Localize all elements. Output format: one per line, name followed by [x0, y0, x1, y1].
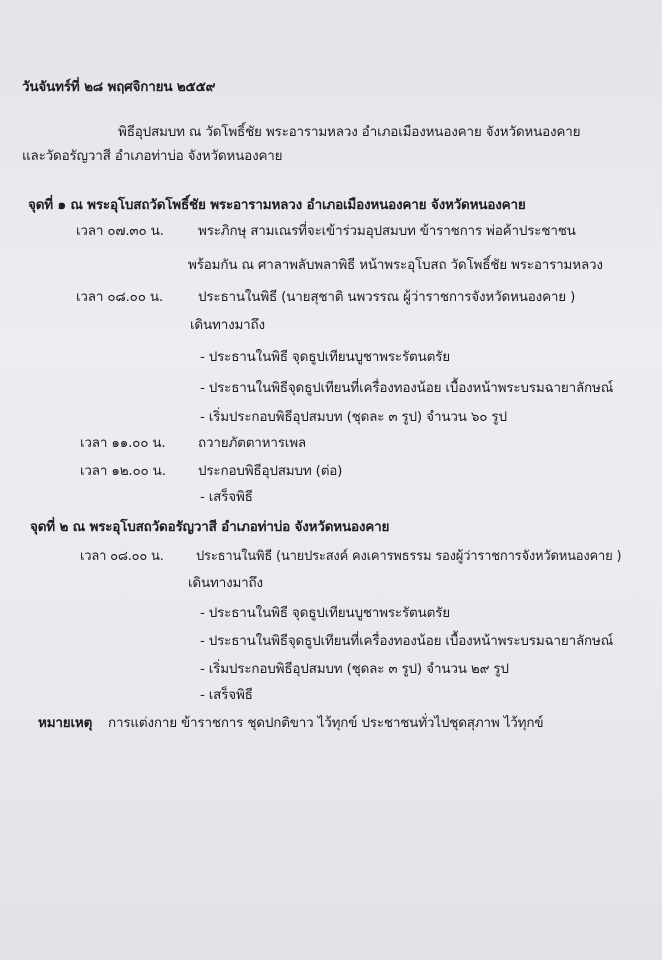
point1-text-1-cont: พร้อมกัน ณ ศาลาพลับพลาพิธี หน้าพระอุโบสถ วัดโพธิ์ชัย พระอารามหลวง — [188, 257, 603, 273]
point1-bullet-2: - ประธานในพิธีจุดธูปเทียนที่เครื่องทองน้อย เบื้องหน้าพระบรมฉายาลักษณ์ — [200, 380, 614, 396]
point2-time-1: เวลา ๐๘.๐๐ น. — [80, 549, 164, 564]
note-label: หมายเหตุ — [38, 715, 93, 731]
point1-heading: จุดที่ ๑ ณ พระอุโบสถวัดโพธิ์ชัย พระอารามหลวง อำเภอเมืองหนองคาย จังหวัดหนองคาย — [28, 197, 526, 213]
point1-bullet-1: - ประธานในพิธี จุดธูปเทียนบูชาพระรัตนตรัย — [200, 349, 450, 365]
point1-text-1: พระภิกษุ สามเณรที่จะเข้าร่วมอุปสมบท ข้าราชการ พ่อค้าประชาชน — [198, 223, 576, 239]
point1-bullet-4: - เสร็จพิธี — [200, 489, 253, 505]
date-heading: วันจันทร์ที่ ๒๘ พฤศจิกายน ๒๕๕๙ — [22, 79, 216, 95]
point1-time-2: เวลา ๐๘.๐๐ น. — [76, 289, 163, 305]
point1-text-3: ถวายภัตตาหารเพล — [198, 435, 306, 451]
point1-time-1: เวลา ๐๗.๓๐ น. — [76, 223, 164, 239]
point1-time-4: เวลา ๑๒.๐๐ น. — [80, 463, 166, 479]
point2-bullet-2: - ประธานในพิธีจุดธูปเทียนที่เครื่องทองน้อย เบื้องหน้าพระบรมฉายาลักษณ์ — [200, 633, 614, 649]
intro-line-2: และวัดอรัญวาสี อำเภอท่าบ่อ จังหวัดหนองคาย — [22, 148, 283, 164]
point2-text-1: ประธานในพิธี (นายประสงค์ คงเคารพธรรม รองผู้ว่าราชการจังหวัดหนองคาย ) — [196, 549, 622, 564]
point2-text-1-cont: เดินทางมาถึง — [188, 575, 263, 591]
point2-bullet-1: - ประธานในพิธี จุดธูปเทียนบูชาพระรัตนตรัย — [200, 605, 450, 621]
intro-line-1: พิธีอุปสมบท ณ วัดโพธิ์ชัย พระอารามหลวง อำเภอเมืองหนองคาย จังหวัดหนองคาย — [118, 124, 581, 140]
point2-heading: จุดที่ ๒ ณ พระอุโบสถวัดอรัญวาสี อำเภอท่าบ่อ จังหวัดหนองคาย — [30, 519, 390, 535]
point2-bullet-3: - เริ่มประกอบพิธีอุปสมบท (ชุดละ ๓ รูป) จำนวน ๒๙ รูป — [200, 661, 509, 677]
point1-time-3: เวลา ๑๑.๐๐ น. — [80, 435, 166, 451]
note-text: การแต่งกาย ข้าราชการ ชุดปกติขาว ไว้ทุกข์ ประชาชนทั่วไปชุดสุภาพ ไว้ทุกข์ — [108, 715, 544, 731]
point2-bullet-4: - เสร็จพิธี — [200, 687, 253, 703]
point1-text-2-cont: เดินทางมาถึง — [190, 317, 265, 333]
point1-bullet-3: - เริ่มประกอบพิธีอุปสมบท (ชุดละ ๓ รูป) จำนวน ๖๐ รูป — [200, 409, 507, 425]
point1-text-4: ประกอบพิธีอุปสมบท (ต่อ) — [198, 463, 343, 479]
point1-text-2: ประธานในพิธี (นายสุชาติ นพวรรณ ผู้ว่าราชการจังหวัดหนองคาย ) — [198, 289, 576, 305]
